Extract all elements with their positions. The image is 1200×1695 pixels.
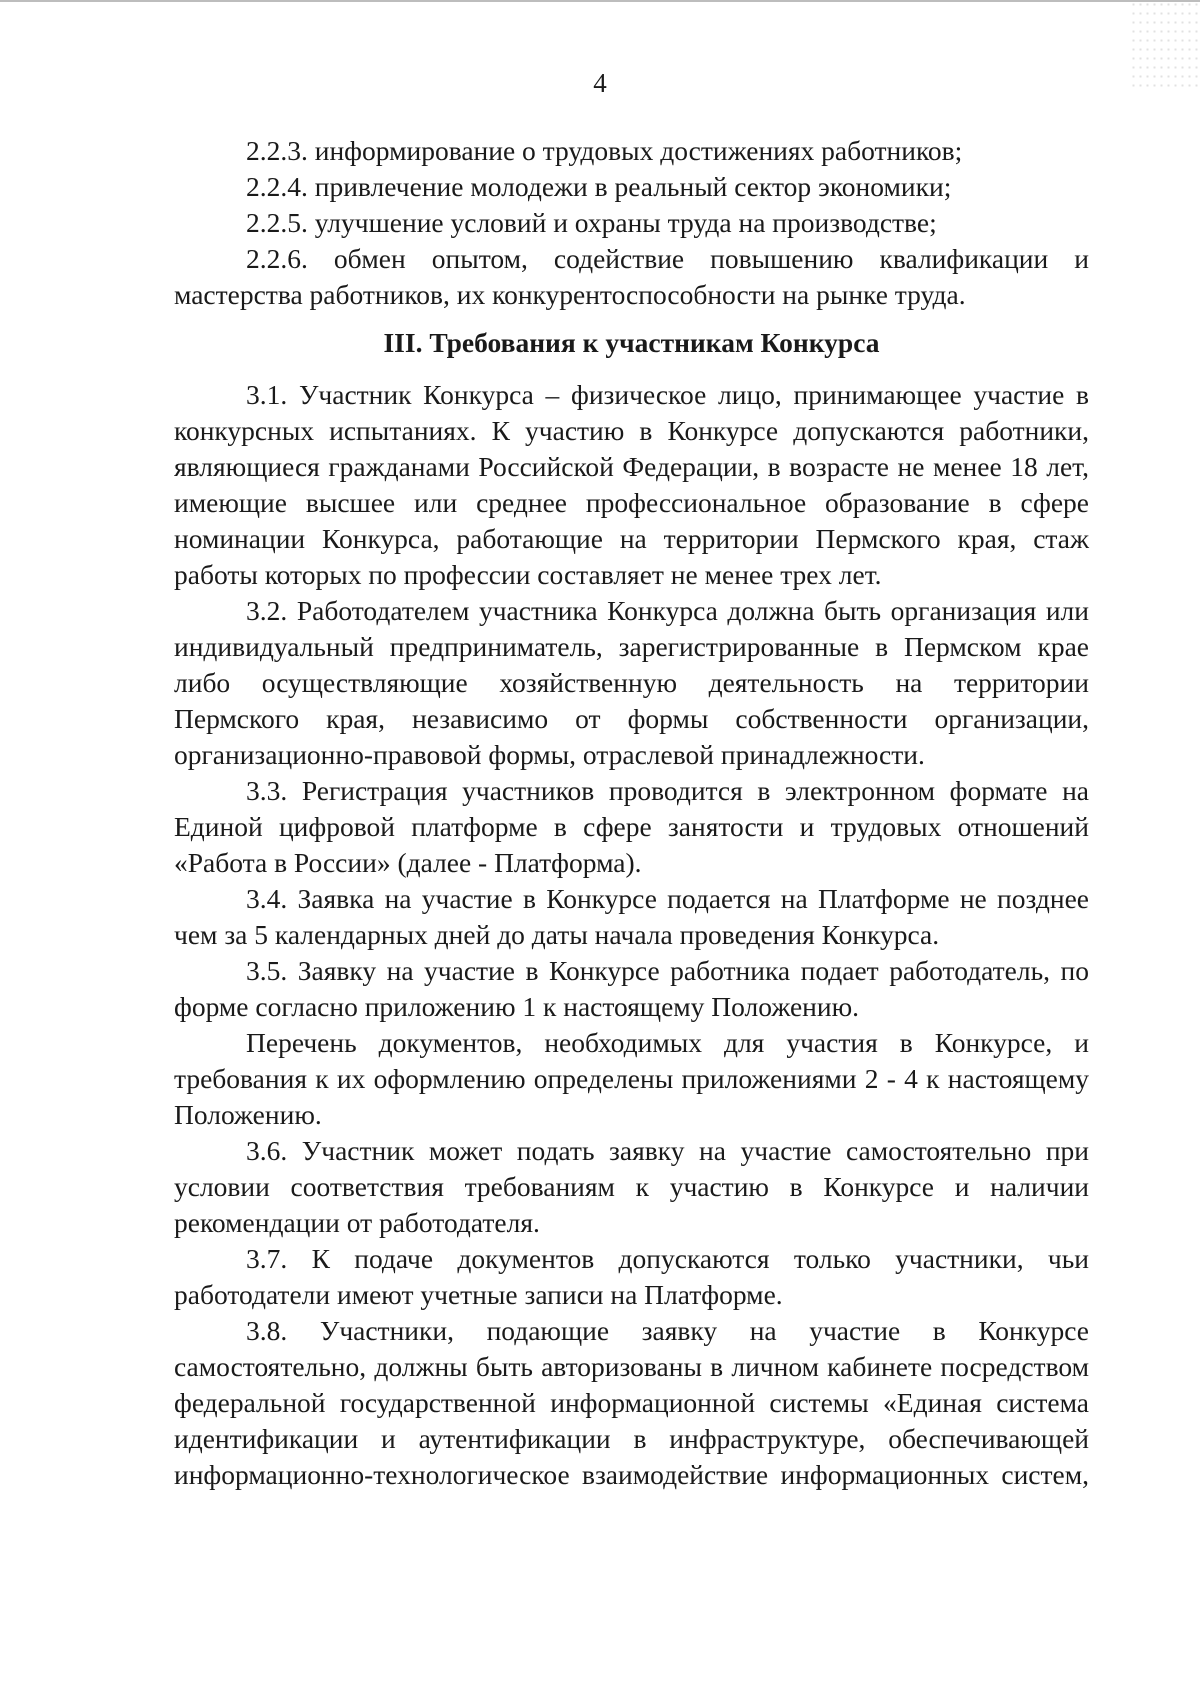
paragraph-3-4: 3.4. Заявка на участие в Конкурсе подается на Платформе не позднее чем за 5 календарных дней до даты начала проведения Конкурса. (174, 883, 1089, 950)
paragraph-2-2-5: 2.2.5. улучшение условий и охраны труда на производстве; (246, 207, 937, 238)
paragraph-2-2-4: 2.2.4. привлечение молодежи в реальный сектор экономики; (246, 171, 952, 202)
paragraph-2-2-6: 2.2.6. обмен опытом, содействие повышению квалификации и мастерства работников, их конкурентоспособности на рынке труда. (174, 243, 1089, 310)
paragraph-3-1: 3.1. Участник Конкурса – физическое лицо, принимающее участие в конкурсных испытаниях. К участию в Конкурсе допускаются работники, являющиеся гражданами Российской Федерации, в возрасте не менее 18 лет, имеющие высшее или среднее профессиональное образование в сфере номинации Конкурса, работающие на территории Пермского края, стаж работы которых по профессии составляет не менее трех лет. (174, 379, 1089, 590)
section-heading: III. Требования к участникам Конкурса (383, 327, 880, 358)
paragraph-2-2-3: 2.2.3. информирование о трудовых достижениях работников; (246, 135, 963, 166)
paragraph-documents-list: Перечень документов, необходимых для участия в Конкурсе, и требования к их оформлению определены приложениями 2 - 4 к настоящему Положению. (174, 1027, 1089, 1130)
page-number: 4 (593, 68, 607, 98)
paragraph-3-6: 3.6. Участник может подать заявку на участие самостоятельно при условии соответствия требованиям к участию в Конкурсе и наличии рекомендации от работодателя. (174, 1135, 1089, 1238)
document-body (174, 133, 1089, 1493)
paragraph-3-8: 3.8. Участники, подающие заявку на участие в Конкурсе самостоятельно, должны быть авторизованы в личном кабинете посредством федеральной государственной информационной системы «Единая система идентификации и аутентификации в инфраструктуре, обеспечивающей информационно-технологическое взаимодействие информационных систем, (174, 1315, 1089, 1490)
paragraph-3-7: 3.7. К подаче документов допускаются только участники, чьи работодатели имеют учетные записи на Платформе. (174, 1243, 1089, 1310)
paragraph-3-3: 3.3. Регистрация участников проводится в электронном формате на Единой цифровой платформе в сфере занятости и трудовых отношений «Работа в России» (далее - Платформа). (174, 775, 1089, 878)
paragraph-3-5: 3.5. Заявку на участие в Конкурсе работника подает работодатель, по форме согласно приложению 1 к настоящему Положению. (174, 955, 1089, 1022)
scan-edge (0, 0, 1200, 2)
paragraph-3-2: 3.2. Работодателем участника Конкурса должна быть организация или индивидуальный предприниматель, зарегистрированные в Пермском крае либо осуществляющие хозяйственную деятельность на территории Пермского края, независимо от формы собственности организации, организационно-правовой формы, отраслевой принадлежности. (174, 595, 1089, 770)
